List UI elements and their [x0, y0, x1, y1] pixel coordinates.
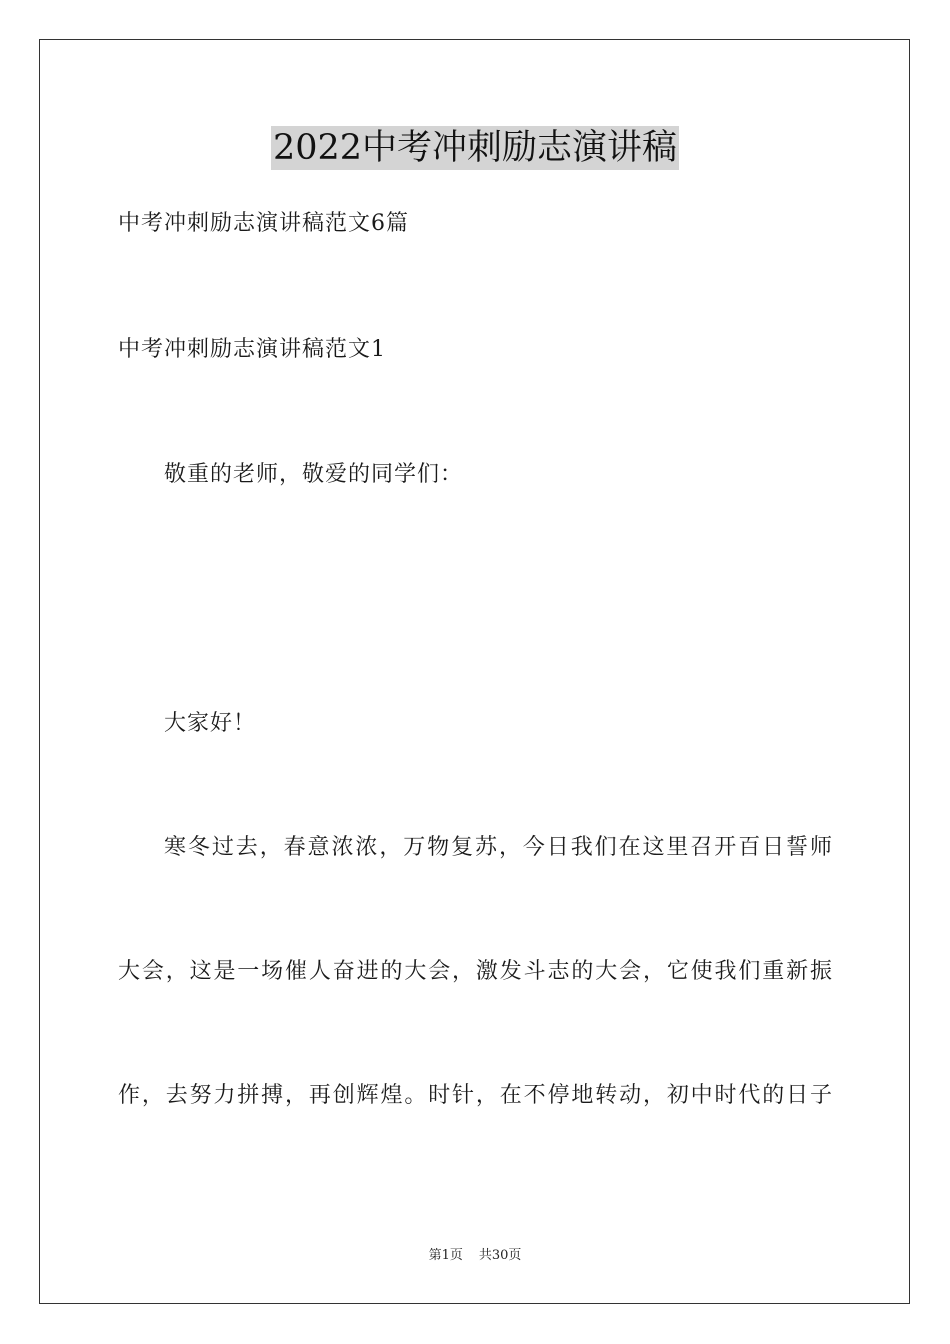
- paragraph-line: 作，去努力拼搏，再创辉煌。时针，在不停地转动，初中时代的日子: [118, 1083, 832, 1108]
- subtitle-line: 中考冲刺励志演讲稿范文6篇: [118, 211, 409, 236]
- document-title: 2022中考冲刺励志演讲稿: [272, 128, 678, 168]
- page-total: 共30页: [478, 1248, 522, 1263]
- paragraph-line: 寒冬过去，春意浓浓，万物复苏，今日我们在这里召开百日誓师: [164, 835, 832, 860]
- salutation-line: 敬重的老师，敬爱的同学们：: [164, 462, 464, 487]
- paragraph-line: 大会，这是一场催人奋进的大会，激发斗志的大会，它使我们重新振: [118, 959, 832, 984]
- section-heading: 中考冲刺励志演讲稿范文1: [118, 337, 386, 362]
- greeting-line: 大家好！: [164, 711, 257, 736]
- title-container: [0, 126, 950, 170]
- page-footer: [0, 1247, 950, 1265]
- page-number: 第1页: [428, 1248, 463, 1263]
